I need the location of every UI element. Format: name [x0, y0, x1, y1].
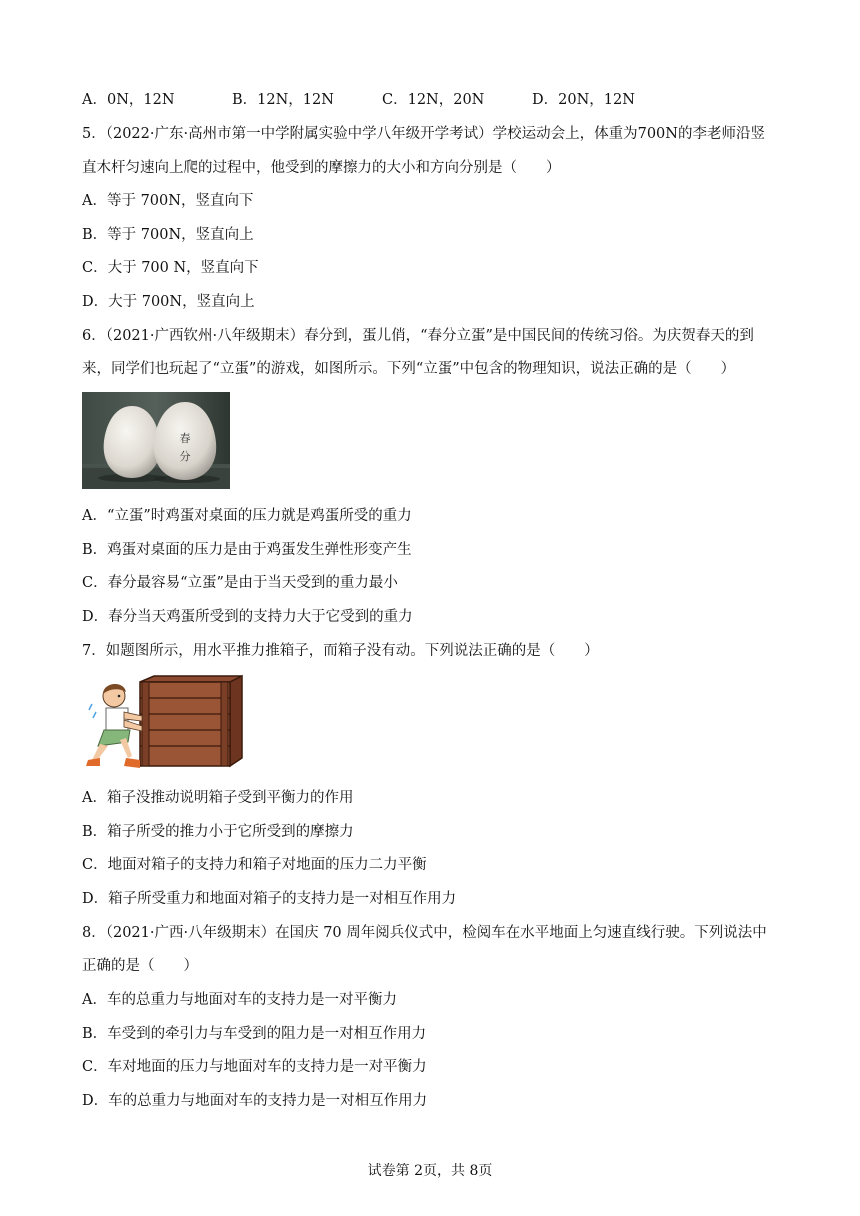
q5-stem-line1: 5．（2022·广东·高州市第一中学附属实验中学八年级开学考试）学校运动会上，体重为700N的李老师沿竖 — [82, 126, 765, 142]
q7-option-a: A．箱子没推动说明箱子受到平衡力的作用 — [82, 790, 354, 806]
q7-option-c: C．地面对箱子的支持力和箱子对地面的压力二力平衡 — [82, 857, 427, 873]
q6-stem-line1: 6．（2021·广西钦州·八年级期末）春分到，蛋儿俏，“春分立蛋”是中国民间的传统习俗。为庆贺春天的到 — [82, 328, 754, 344]
egg-text-top: 春 — [179, 432, 191, 445]
q5-stem-line2: 直木杆匀速向上爬的过程中，他受到的摩擦力的大小和方向分别是（ ） — [82, 160, 561, 176]
q6-option-d: D．春分当天鸡蛋所受到的支持力大于它受到的重力 — [82, 609, 413, 625]
q7-stem: 7．如题图所示，用水平推力推箱子，而箱子没有动。下列说法正确的是（ ） — [82, 643, 599, 659]
q6-option-b: B．鸡蛋对桌面的压力是由于鸡蛋发生弹性形变产生 — [82, 542, 412, 558]
q5-option-c: C．大于 700 N，竖直向下 — [82, 260, 259, 276]
wooden-box — [140, 676, 242, 766]
q6-stem-line2: 来，同学们也玩起了“立蛋”的游戏，如图所示。下列“立蛋”中包含的物理知识，说法正确的是（ ） — [82, 361, 736, 377]
q5-option-a: A．等于 700N，竖直向下 — [82, 193, 254, 209]
q6-option-a: A．“立蛋”时鸡蛋对桌面的压力就是鸡蛋所受的重力 — [82, 508, 412, 524]
q5-option-b: B．等于 700N，竖直向上 — [82, 227, 254, 243]
eggs-photo — [82, 392, 230, 489]
q6-option-c: C．春分最容易“立蛋”是由于当天受到的重力最小 — [82, 575, 398, 591]
q8-stem-line1: 8．（2021·广西·八年级期末）在国庆 70 周年阅兵仪式中，检阅车在水平地面上匀速直线行驶。下列说法中 — [82, 925, 767, 941]
q7-option-b: B．箱子所受的推力小于它所受到的摩擦力 — [82, 824, 354, 840]
q8-option-c: C．车对地面的压力与地面对车的支持力是一对平衡力 — [82, 1059, 427, 1075]
q4-option-d: D．20N，12N — [532, 92, 635, 108]
q4-option-b: B．12N，12N — [232, 92, 334, 108]
q8-option-d: D．车的总重力与地面对车的支持力是一对相互作用力 — [82, 1093, 428, 1109]
q8-stem-line2: 正确的是（ ） — [82, 958, 198, 974]
q4-option-a: A．0N，12N — [82, 92, 175, 108]
page-footer: 试卷第 2页，共 8页 — [367, 1163, 493, 1179]
q5-option-d: D．大于 700N，竖直向上 — [82, 294, 255, 310]
pushing-box-illustration — [84, 674, 246, 774]
q7-option-d: D．箱子所受重力和地面对箱子的支持力是一对相互作用力 — [82, 891, 457, 907]
q4-option-c: C．12N，20N — [382, 92, 485, 108]
q8-option-b: B．车受到的牵引力与车受到的阻力是一对相互作用力 — [82, 1026, 427, 1042]
egg-text-bottom: 分 — [179, 450, 191, 463]
q8-option-a: A．车的总重力与地面对车的支持力是一对平衡力 — [82, 992, 397, 1008]
boy-figure — [86, 684, 142, 768]
